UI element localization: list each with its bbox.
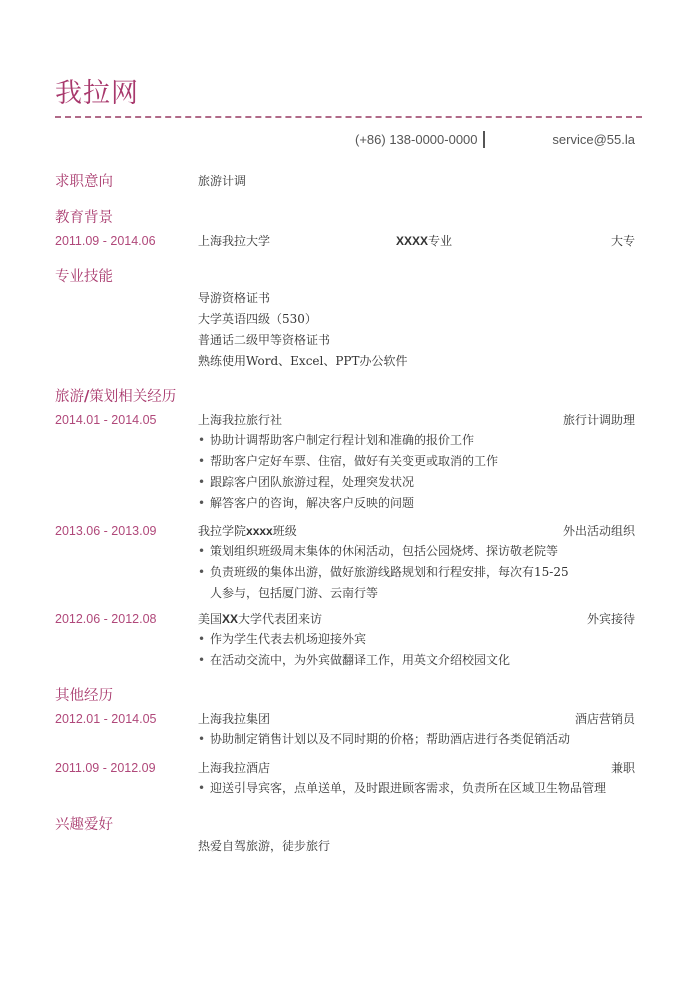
experience-heading-separator: / [84, 388, 90, 405]
hobbies-heading: 兴趣爱好 [55, 817, 113, 833]
resume-title: 我拉网 [55, 78, 139, 109]
education-school: 上海我拉大学 [198, 234, 271, 248]
experience-date: 2014.01 - 2014.05 [55, 413, 157, 427]
skills-heading: 专业技能 [55, 269, 113, 285]
other-role: 兼职 [610, 761, 635, 775]
other-date: 2012.01 - 2014.05 [55, 712, 157, 726]
other-bullet: • 协助制定销售计划以及不同时期的价格；帮助酒店进行各类促销活动 [198, 732, 571, 746]
experience-bullet: • 协助计调帮助客户制定行程计划和准确的报价工作 [198, 433, 475, 447]
education-degree: 大专 [610, 234, 635, 248]
education-major-suffix: 专业 [428, 234, 453, 248]
other-org: 上海我拉集团 [198, 712, 271, 726]
education-major [396, 232, 452, 250]
other-org: 上海我拉酒店 [198, 761, 271, 775]
experience-bullet: • 帮助客户定好车票、住宿，做好有关变更或取消的工作 [198, 454, 499, 468]
experience-heading-part-a: 旅游 [55, 389, 84, 405]
contact-phone: (+86) 138-0000-0000 [355, 132, 478, 147]
contact-email: service@55.la [552, 132, 635, 147]
experience-bullet: • 在活动交流中，为外宾做翻译工作，用英文介绍校园文化 [198, 653, 511, 667]
experience-bullet: • 策划组织班级周末集体的休闲活动，包括公园烧烤、探访敬老院等 [198, 544, 559, 558]
header-divider [55, 116, 642, 118]
experience-role: 旅行计调助理 [562, 413, 635, 427]
other-heading: 其他经历 [55, 688, 113, 704]
skill-item: 熟练使用Word、Excel、PPT办公软件 [198, 354, 408, 368]
skill-item: 普通话二级甲等资格证书 [198, 333, 331, 347]
experience-date: 2012.06 - 2012.08 [55, 612, 157, 626]
skill-item: 大学英语四级（530） [198, 312, 317, 326]
other-bullet: • 迎送引导宾客，点单送单，及时跟进顾客需求，负责所在区域卫生物品管理 [198, 781, 607, 795]
experience-bullet: • 作为学生代表去机场迎接外宾 [198, 632, 367, 646]
objective-heading: 求职意向 [55, 174, 113, 190]
other-role: 酒店营销员 [574, 712, 635, 726]
education-major-code: XXXX [396, 234, 429, 248]
experience-heading-part-b: 策划相关经历 [89, 389, 177, 405]
experience-role: 外宾接待 [586, 612, 635, 626]
experience-bullet: • 解答客户的咨询，解决客户反映的问题 [198, 496, 415, 510]
contact-separator [483, 131, 485, 148]
education-heading: 教育背景 [55, 210, 113, 226]
experience-bullet: • 跟踪客户团队旅游过程，处理突发状况 [198, 475, 415, 489]
hobbies-value: 热爱自驾旅游，徒步旅行 [198, 839, 331, 853]
experience-bullet: • 负责班级的集体出游，做好旅游线路规划和行程安排，每次有15-25人参与，包括厦门游、云南行等 [198, 565, 569, 600]
skill-item: 导游资格证书 [198, 291, 271, 305]
objective-value: 旅游计调 [198, 174, 247, 188]
experience-org: 我拉学院xxxx班级 [198, 524, 297, 538]
experience-heading [55, 387, 176, 407]
experience-role: 外出活动组织 [562, 524, 635, 538]
other-date: 2011.09 - 2012.09 [55, 761, 156, 775]
experience-org: 上海我拉旅行社 [198, 413, 283, 427]
experience-date: 2013.06 - 2013.09 [55, 524, 157, 538]
education-date: 2011.09 - 2014.06 [55, 234, 156, 248]
experience-org: 美国XX大学代表团来访 [198, 612, 323, 626]
